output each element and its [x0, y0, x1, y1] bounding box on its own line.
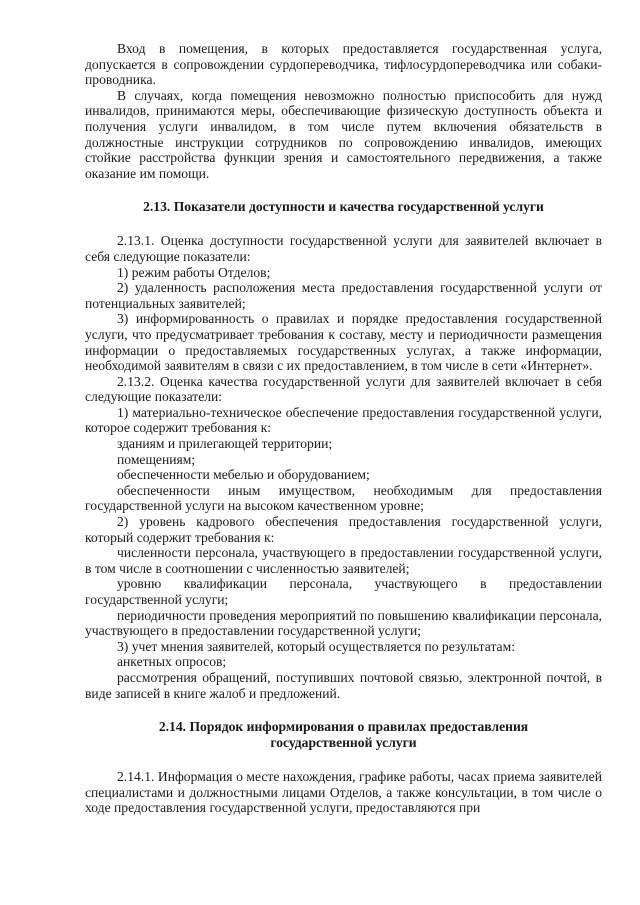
paragraph: периодичности проведения мероприятий по повышению квалификации персонала, участвующего в предоставлении государственной услуги; — [85, 607, 602, 639]
paragraph: зданиям и прилегающей территории; — [117, 436, 333, 452]
paragraph: 2) уровень кадрового обеспечения предоставления государственной услуги, который содержит требования к: — [85, 514, 602, 545]
paragraph: обеспеченности иным имуществом, необходимым для предоставления государственной услуги на высоком качественном уровне; — [85, 482, 602, 514]
paragraph: 2.13.1. Оценка доступности государственной услуги для заявителей включает в себя следующие показатели: — [85, 233, 602, 264]
heading-line: 2.14. Порядок информирования о правилах предоставления — [158, 719, 529, 735]
paragraph: 2.13.2. Оценка качества государственной услуги для заявителей включает в себя следующие показатели: — [85, 373, 602, 405]
paragraph: 3) учет мнения заявителей, который осуществляется по результатам: — [117, 638, 515, 654]
paragraph: рассмотрения обращений, поступивших почтовой связью, электронной почтой, в виде записей в книге жалоб и предложений. — [85, 669, 602, 701]
paragraph: 2) удаленность расположения места предоставления государственной услуги от потенциальных заявителей; — [85, 280, 602, 311]
paragraph: обеспеченности мебелью и оборудованием; — [117, 467, 370, 483]
paragraph: Вход в помещения, в которых предоставляется государственная услуга, допускается в сопровождении сурдопереводчика, тифлосурдопереводчика или собаки-проводника. — [85, 41, 602, 88]
paragraph: уровню квалификации персонала, участвующего в предоставлении государственной услуги; — [85, 576, 602, 607]
paragraph: 1) материально-техническое обеспечение предоставления государственной услуги, которое содержит требования к: — [85, 404, 602, 436]
paragraph: численности персонала, участвующего в предоставлении государственной услуги, в том числе в соотношении с численностью заявителей; — [85, 545, 602, 576]
section-heading-2-13: 2.13. Показатели доступности и качества государственной услуги — [143, 199, 544, 215]
paragraph: 1) режим работы Отделов; — [117, 264, 271, 280]
section-heading-2-14 — [85, 719, 602, 751]
paragraph: 2.14.1. Информация о месте нахождения, графике работы, часах приема заявителей специалистами и должностными лицами Отделов, а также консультации, в том числе о ходе предоставления государственной услуги, предоставляются при — [85, 769, 602, 816]
heading-line: государственной услуги — [270, 735, 417, 751]
paragraph: 3) информированность о правилах и порядке предоставления государственной услуги, что предусматривает требования к составу, месту и периодичности размещения информации о предоставляемых государственных услугах, а также информации, необходимой заявителям в связи с их предоставлением, в том числе в сети «Интернет». — [85, 311, 602, 374]
paragraph: помещениям; — [117, 451, 196, 467]
paragraph: В случаях, когда помещения невозможно полностью приспособить для нужд инвалидов, принимаются меры, обеспечивающие физическую доступность объекта и получения услуги инвалидом, в том числе путем включения обязательств в должностные инструкции сотрудников по сопровождению инвалидов, имеющих стойкие расстройства функции зрения и самостоятельного передвижения, а также оказание им помощи. — [85, 87, 602, 181]
paragraph: анкетных опросов; — [117, 654, 227, 670]
